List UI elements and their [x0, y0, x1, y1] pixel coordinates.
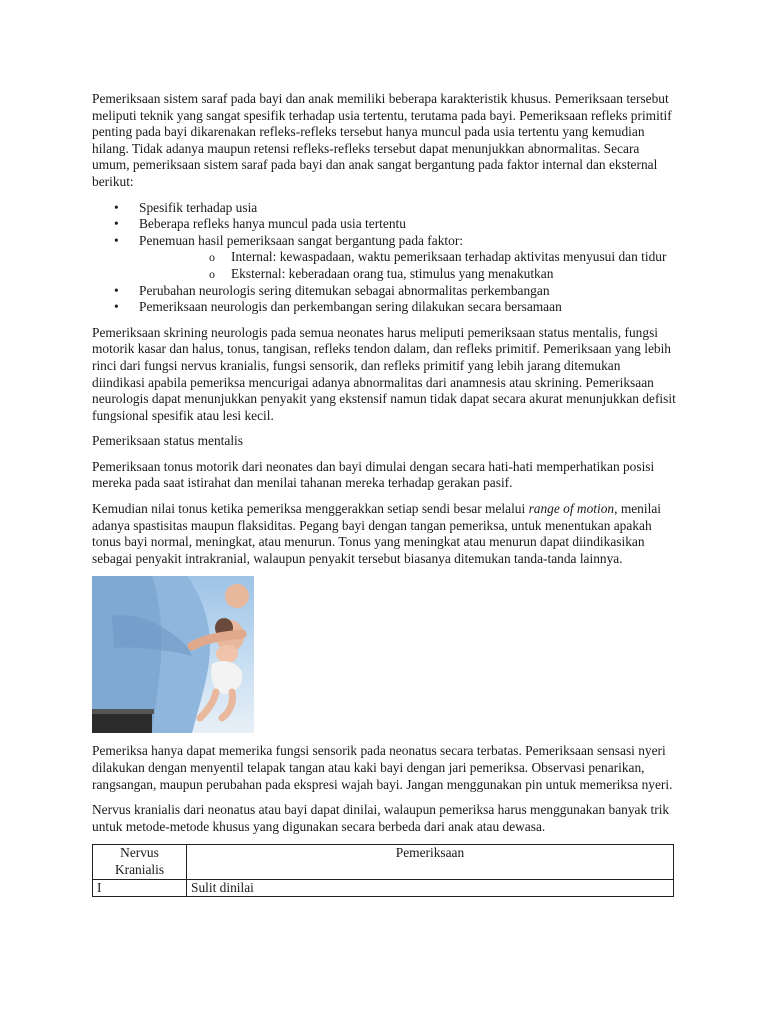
- list-item-text: Penemuan hasil pemeriksaan sangat bergantung pada faktor:: [139, 232, 463, 248]
- infant-tone-exam-photo: [92, 576, 254, 733]
- sensory-paragraph: Pemeriksa hanya dapat memerika fungsi sensorik pada neonatus secara terbatas. Pemeriksaan sensasi nyeri dilakukan dengan menyentil telapak tangan atau kaki bayi dengan jari pemeriksa. Observasi penarikan, rangsangan, maupun perubahan pada ekspresi wajah bayi. Jangan menggunakan pin untuk memeriksa nyeri.: [92, 743, 673, 792]
- tonus-paragraph: Pemeriksaan tonus motorik dari neonates dan bayi dimulai dengan secara hati-hati memperhatikan posisi mereka pada saat istirahat dan menilai tahanan mereka terhadap gerakan pasif.: [92, 458, 655, 491]
- column-header: Pemeriksaan: [187, 845, 674, 879]
- intro-paragraph: Pemeriksaan sistem saraf pada bayi dan anak memiliki beberapa karakteristik khusus. Pemeriksaan tersebut meliputi teknik yang sangat spesifik terhadap usia tertentu, terutama pada bayi. Pemeriksaan refleks primitif penting pada bayi dikarenakan refleks-refleks tersebut hanya muncul pada usia tertentu yang kemudian hilang. Tidak adanya maupun retensi refleks-refleks tersebut dapat menunjukkan abnormalitas. Secara umum, pemeriksaan sistem saraf pada bayi dan anak sangat bergantung pada faktor internal dan eksternal berikut:: [92, 91, 672, 189]
- list-item: • Beberapa refleks hanya muncul pada usia tertentu: [92, 216, 676, 233]
- rom-text-before: Kemudian nilai tonus ketika pemeriksa menggerakkan setiap sendi besar melalui: [92, 501, 529, 517]
- document-page: [92, 91, 676, 897]
- table-cell: I: [93, 879, 187, 897]
- cranial-nerves-table: [92, 844, 674, 897]
- status-mentalis-heading: Pemeriksaan status mentalis: [92, 433, 243, 449]
- table-cell: Sulit dinilai: [187, 879, 674, 897]
- screening-paragraph: Pemeriksaan skrining neurologis pada semua neonates harus meliputi pemeriksaan status mentalis, fungsi motorik kasar dan halus, tonus, tangisan, refleks tendon dalam, dan refleks primitif. Pemeriksaan yang lebih rinci dari fungsi nervus kranialis, fungsi sensorik, dan refleks primitif yang lebih jarang ditemukan diindikasi apabila pemeriksa mencurigai adanya abnormalitas dari anamnesis atau skrining. Pemeriksaan neurologis dapat menunjukkan penyakit yang ekstensif namun tidak dapat secara akurat menunjukkan defisit fungsional spesifik atau lesi kecil.: [92, 324, 676, 423]
- table-header-row: [93, 845, 674, 879]
- factor-list: [92, 200, 676, 316]
- list-item: [92, 233, 676, 283]
- sub-list-item: o Eksternal: keberadaan orang tua, stimulus yang menakutkan: [139, 266, 676, 283]
- list-item: • Spesifik terhadap usia: [92, 200, 676, 217]
- range-of-motion-paragraph: [92, 501, 676, 567]
- rom-text-after: , menilai adanya spastisitas maupun flaksiditas. Pegang bayi dengan tangan pemeriksa, untuk menentukan apakah tonus bayi normal, meningkat, atau menurun. Tonus yang meningkat atau menurun dapat diindikasikan sebagai penyakit intrakranial, walaupun penyakit tersebut biasanya ditemukan tanda-tanda lainnya.: [92, 501, 661, 566]
- sub-list-item: o Internal: kewaspadaan, waktu pemeriksaan terhadap aktivitas menyusui dan tidur: [139, 249, 676, 266]
- photo-illustration: [92, 576, 254, 733]
- table-row: [93, 879, 674, 897]
- sub-list: [139, 249, 676, 282]
- rom-italic-term: range of motion: [528, 501, 615, 517]
- column-header: Nervus Kranialis: [93, 845, 187, 879]
- cranial-nerves-paragraph: Nervus kranialis dari neonatus atau bayi dapat dinilai, walaupun pemeriksa harus menggunakan banyak trik untuk metode-metode khusus yang digunakan secara berbeda dari anak atau dewasa.: [92, 802, 670, 834]
- list-item: • Perubahan neurologis sering ditemukan sebagai abnormalitas perkembangan: [92, 283, 676, 300]
- list-item: • Pemeriksaan neurologis dan perkembangan sering dilakukan secara bersamaan: [92, 299, 676, 316]
